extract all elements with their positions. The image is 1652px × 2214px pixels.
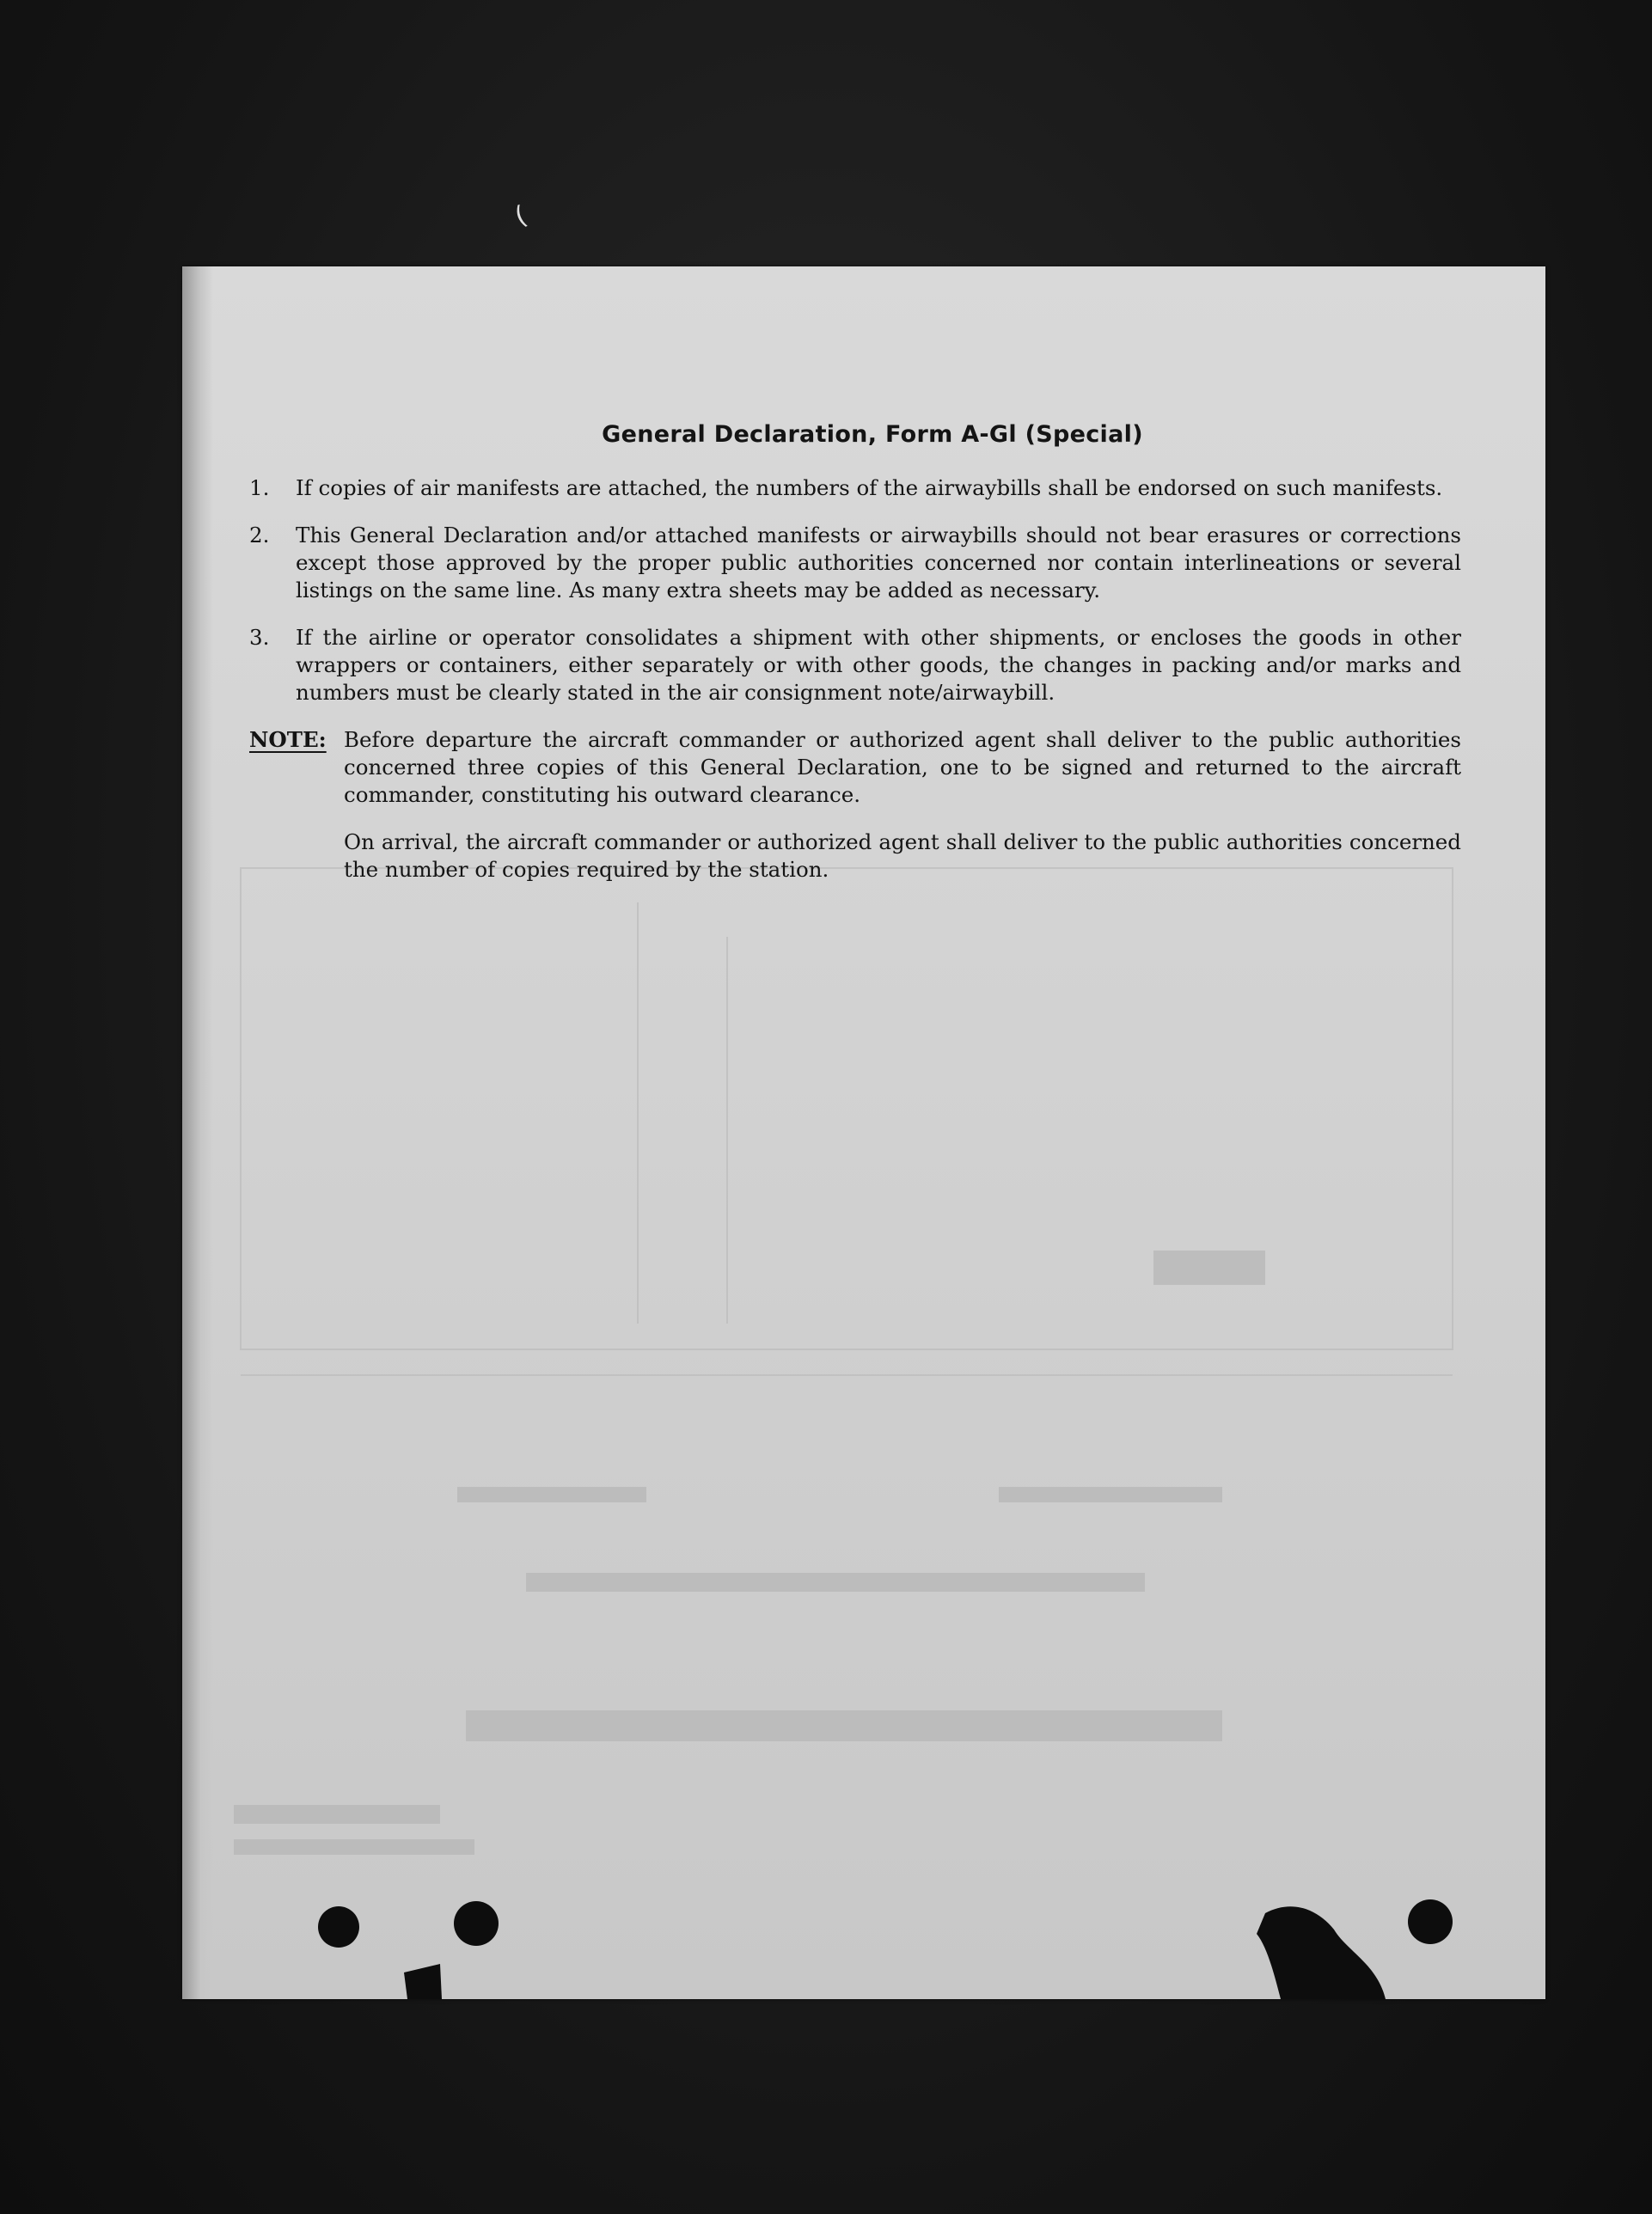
item-text: If copies of air manifests are attached, the numbers of the airwaybills shall be endorsed on such manifests. bbox=[296, 475, 1443, 500]
item-number: 3. bbox=[249, 625, 270, 650]
note-section bbox=[249, 726, 1461, 903]
list-item bbox=[249, 624, 1461, 706]
sheet-left-edge bbox=[182, 266, 213, 1999]
note-label: NOTE: bbox=[249, 727, 327, 752]
note-paragraph: On arrival, the aircraft commander or authorized agent shall deliver to the public authorities concerned the number of copies required by the station. bbox=[344, 829, 1461, 882]
note-body bbox=[344, 726, 1461, 903]
item-number: 2. bbox=[249, 523, 270, 547]
list-item bbox=[249, 474, 1461, 502]
page-title: General Declaration, Form A-Gl (Special) bbox=[602, 421, 1143, 448]
item-text: If the airline or operator consolidates a shipment with other shipments, or encloses the goods in other wrappers or containers, either separately or with other goods, the changes in packing and/or marks and numbers must be clearly stated in the air consignment note/airwaybill. bbox=[296, 625, 1461, 705]
list-item bbox=[249, 522, 1461, 604]
item-text: This General Declaration and/or attached manifests or airwaybills should not bear erasures or corrections except those approved by the proper public authorities concerned nor contain interlineations or several listings on the same line. As many extra sheets may be added as necessary. bbox=[296, 523, 1461, 602]
item-number: 1. bbox=[249, 475, 270, 500]
declaration-text-block bbox=[249, 421, 1461, 903]
scan-mark: ( bbox=[511, 200, 531, 232]
note-paragraph: Before departure the aircraft commander or authorized agent shall deliver to the public authorities concerned three copies of this General Declaration, one to be signed and returned to the aircraft commander, constituting his outward clearance. bbox=[344, 727, 1461, 807]
